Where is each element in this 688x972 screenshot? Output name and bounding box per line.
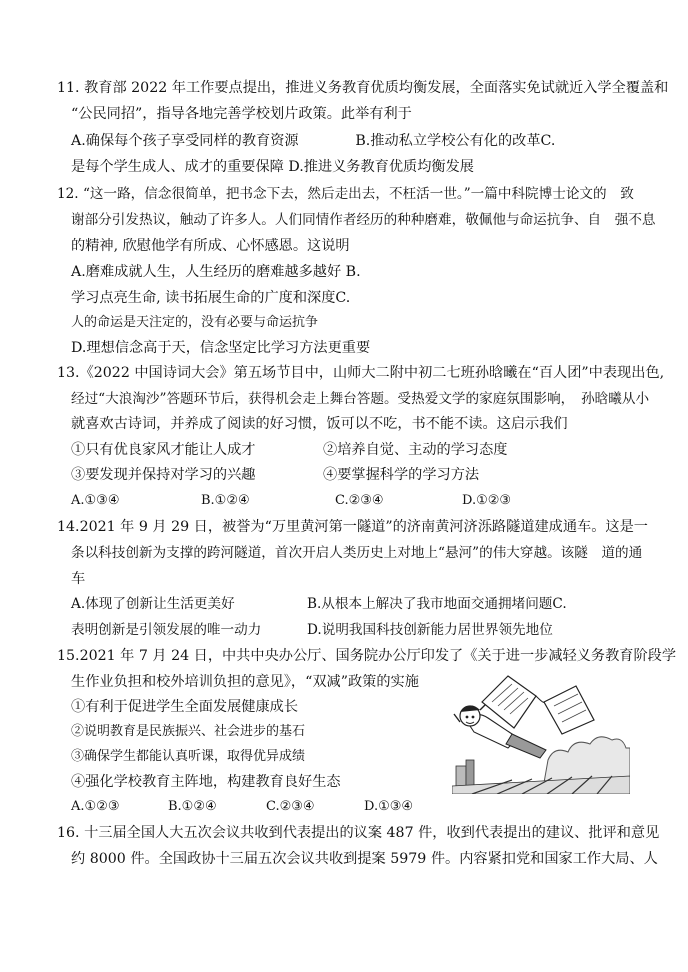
q11-line-2: “公民同招”，指导各地完善学校划片政策。此举有利于 — [71, 106, 412, 122]
q15-option-a: A.①②③ — [71, 799, 120, 814]
q14-line-1: 14.2021 年 9 月 29 日，被誉为“万里黄河第一隧道”的济南黄河济泺路隧道建成通车。这是一 — [57, 519, 648, 535]
q14-options-row-1 — [71, 594, 631, 614]
building-shape — [466, 760, 474, 786]
q16-line-2: 约 8000 件。全国政协十三届五次会议共收到提案 5979 件。内容紧扣党和国家工作大局、人 — [71, 851, 658, 867]
q11-option-a-b: A.确保每个孩子享受同样的教育资源 B.推动私立学校公有化的改革C. — [71, 133, 556, 149]
q12-option-b: 学习点亮生命, 读书拓展生命的广度和深度C. — [71, 290, 351, 306]
q15-line-2: 生作业负担和校外培训负担的意见》，“双减”政策的实施 — [71, 674, 419, 690]
q15-statement-2: ②说明教育是民族振兴、社会进步的基石 — [71, 724, 306, 739]
q13-option-b: B.①②④ — [201, 493, 250, 508]
striped-ground — [452, 776, 630, 794]
q13-statement-4: ④要掌握科学的学习方法 — [323, 467, 480, 483]
q13-statement-3: ③要发现并保持对学习的兴趣 — [71, 467, 256, 483]
q15-statement-3: ③确保学生都能认真听课，取得优异成绩 — [71, 749, 306, 764]
q14-options-row-2 — [71, 620, 631, 640]
q13-statements-row-2 — [71, 465, 631, 485]
q12-line-2: 谢部分引发热议，触动了许多人。人们同情作者经历的种种磨难，敬佩他与命运抗争、自 强不息 — [71, 212, 656, 228]
q13-statement-2: ②培养自觉、主动的学习态度 — [323, 442, 508, 458]
q16-line-1: 16. 十三届全国人大五次会议共收到代表提出的议案 487 件，收到代表提出的建议、批评和意见 — [57, 825, 660, 841]
double-reduction-cartoon — [452, 672, 630, 794]
q13-statements-row-1 — [71, 440, 631, 460]
q14-option-b: B.从根本上解决了我市地面交通拥堵问题C. — [307, 596, 567, 612]
q12-line-1: 12. “这一路，信念很简单，把书念下去，然后走出去，不枉活一世。”一篇中科院博士论文的 致 — [57, 186, 634, 202]
q12-option-a: A.磨难成就人生，人生经历的磨难越多越好 B. — [71, 264, 361, 280]
q13-option-d: D.①②③ — [462, 493, 512, 508]
q12-option-d: D.理想信念高于天，信念坚定比学习方法更重要 — [71, 340, 371, 356]
q13-statement-1: ①只有优良家风才能让人成才 — [71, 442, 256, 458]
q15-option-c: C.②③④ — [266, 799, 315, 814]
q11-line-1: 11. 教育部 2022 年工作要点提出，推进义务教育优质均衡发展，全面落实免试就近入学全覆盖和 — [57, 80, 669, 96]
q13-line-1: 13.《2022 中国诗词大会》第五场节目中，山师大二附中初二七班孙晗曦在“百人团”中表现出色, — [57, 365, 665, 381]
q14-line-2: 条以科技创新为支撑的跨河隧道，首次开启人类历史上对地上“悬河”的伟大穿越。该隧 道的通 — [71, 545, 643, 561]
q13-line-3: 就喜欢古诗词，并养成了阅读的好习惯，饭可以不吃，书不能不读。这启示我们 — [71, 416, 568, 432]
q15-options — [71, 797, 451, 817]
q14-option-a: A.体现了创新让生活更美好 — [71, 596, 235, 612]
building-shape — [456, 766, 466, 786]
q15-option-b: B.①②④ — [168, 799, 217, 814]
q14-option-d: D.说明我国科技创新能力居世界领先地位 — [307, 622, 553, 638]
q15-statement-4: ④强化学校教育主阵地，构建教育良好生态 — [71, 774, 341, 790]
q14-option-c: 表明创新是引领发展的唯一动力 — [71, 622, 262, 638]
q15-option-d: D.①③④ — [364, 799, 414, 814]
q11-option-c-d: 是每个学生成人、成才的重要保障 D.推进义务教育优质均衡发展 — [71, 159, 474, 175]
q13-options — [71, 491, 631, 511]
q12-option-c: 人的命运是天注定的，没有必要与命运抗争 — [71, 315, 319, 330]
q15-statement-1: ①有利于促进学生全面发展健康成长 — [71, 699, 299, 715]
q13-option-a: A.①③④ — [71, 493, 120, 508]
q13-option-c: C.②③④ — [335, 493, 384, 508]
q13-line-2: 经过“大浪淘沙”答题环节后，获得机会走上舞台答题。受热爱文学的家庭氛围影响， 孙晗曦从小 — [71, 391, 650, 407]
q15-line-1: 15.2021 年 7 月 24 日，中共中央办公厅、国务院办公厅印发了《关于进一步减轻义务教育阶段学 — [57, 648, 677, 664]
q12-line-3: 的精神, 欣慰他学有所成、心怀感恩。这说明 — [71, 238, 350, 254]
q14-line-3: 车 — [71, 571, 86, 587]
